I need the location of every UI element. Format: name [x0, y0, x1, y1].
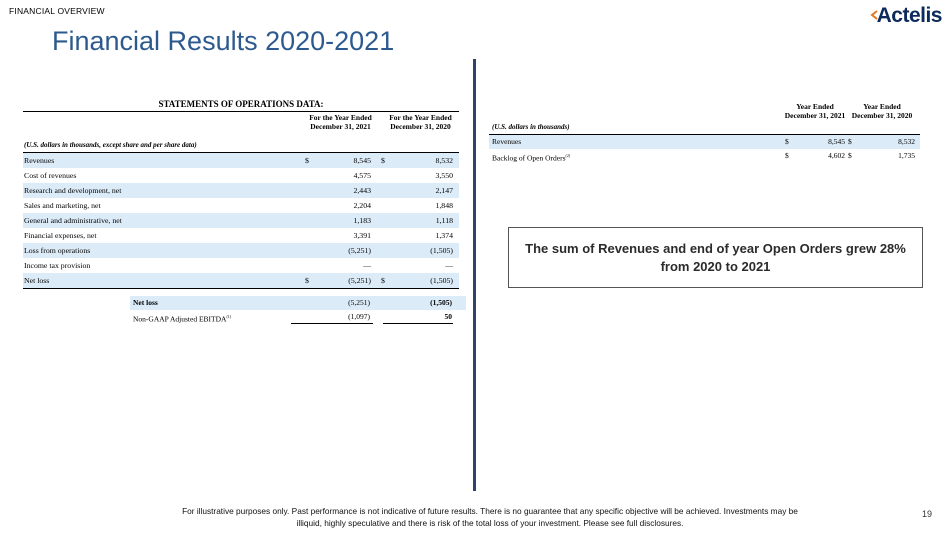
- table-row: [489, 135, 920, 149]
- value-2020: (1,505): [430, 246, 453, 255]
- value-2021: 8,545: [828, 137, 845, 146]
- table-row: [23, 258, 459, 273]
- value-2020: 8,532: [898, 137, 915, 146]
- column-header-2021: Year Ended December 31, 2021: [784, 102, 846, 120]
- row-label: Income tax provision: [24, 261, 91, 270]
- row-label: Loss from operations: [24, 246, 91, 255]
- growth-callout: The sum of Revenues and end of year Open Orders grew 28% from 2020 to 2021: [508, 227, 923, 288]
- value-2020: 2,147: [435, 186, 453, 195]
- value-2020: 8,532: [435, 156, 453, 165]
- row-label: Net loss: [133, 298, 158, 307]
- dollar-sign: $: [848, 137, 852, 146]
- table-row: [23, 168, 459, 183]
- value-2020: 50: [444, 312, 452, 321]
- value-2021: 2,204: [353, 201, 371, 210]
- table-row: [130, 310, 466, 324]
- company-logo: [877, 1, 942, 31]
- value-2020: 1,374: [435, 231, 453, 240]
- operations-table-title: STATEMENTS OF OPERATIONS DATA:: [158, 99, 324, 109]
- operations-table-body: [23, 153, 459, 289]
- underline-2020: [383, 323, 453, 324]
- dollar-sign: $: [785, 137, 789, 146]
- row-label: Financial expenses, net: [24, 231, 97, 240]
- value-2020: —: [445, 261, 453, 270]
- dollar-sign: $: [785, 151, 789, 160]
- table-row: [23, 183, 459, 198]
- row-label: Backlog of Open Orders$^{(2)}$: [492, 153, 571, 163]
- dollar-sign: $: [381, 156, 385, 165]
- value-2021: —: [363, 261, 371, 270]
- page-number: 19: [921, 509, 932, 519]
- column-header-2020: Year Ended December 31, 2020: [851, 102, 913, 120]
- underline-2021: [291, 323, 373, 324]
- row-label: Revenues: [24, 156, 55, 165]
- value-2021: 3,391: [353, 231, 371, 240]
- ebitda-table: [130, 296, 466, 324]
- dollar-sign: $: [381, 276, 385, 285]
- value-2021: 8,545: [353, 156, 371, 165]
- row-label: Sales and marketing, net: [24, 201, 101, 210]
- row-label: Research and development, net: [24, 186, 122, 195]
- value-2021: (5,251): [348, 246, 371, 255]
- row-label: Net loss: [24, 276, 50, 285]
- table-row: [130, 296, 466, 310]
- row-label: Cost of revenues: [24, 171, 77, 180]
- table-row: [23, 153, 459, 168]
- vertical-divider: [473, 59, 476, 491]
- value-2021: 1,183: [353, 216, 371, 225]
- logo-mark-icon: [870, 10, 878, 20]
- value-2020: (1,505): [430, 276, 453, 285]
- footer-disclaimer: For illustrative purposes only. Past performance is not indicative of future results. There is no guarantee that any specific objective will be achieved. Investments may be illiquid, highly speculative and there is risk of the total loss of your investment. Please see full disclosures.: [182, 506, 798, 528]
- row-label: General and administrative, net: [24, 216, 122, 225]
- value-2021: 2,443: [353, 186, 371, 195]
- orders-table-header: [489, 103, 920, 135]
- table-row: [23, 198, 459, 213]
- row-label: Non-GAAP Adjusted EBITDA$^{(1)}$: [133, 314, 232, 324]
- orders-table-caption: (U.S. dollars in thousands): [492, 123, 570, 131]
- column-header-2021: For the Year Ended December 31, 2021: [309, 113, 372, 131]
- table-row: [23, 273, 459, 289]
- value-2021: 4,575: [353, 171, 371, 180]
- value-2020: (1,505): [430, 298, 452, 307]
- table-row: [23, 213, 459, 228]
- value-2021: (1,097): [348, 312, 370, 321]
- section-label: FINANCIAL OVERVIEW: [9, 6, 105, 16]
- operations-table-header: [23, 112, 459, 153]
- operations-table: [23, 99, 459, 289]
- page-title: Financial Results 2020-2021: [52, 26, 395, 56]
- dollar-sign: $: [848, 151, 852, 160]
- dollar-sign: $: [305, 156, 309, 165]
- dollar-sign: $: [305, 276, 309, 285]
- table-row: [489, 149, 920, 163]
- value-2020: 1,848: [435, 201, 453, 210]
- orders-table: [489, 103, 920, 163]
- value-2020: 3,550: [435, 171, 453, 180]
- logo-text: Actelis: [876, 4, 942, 27]
- operations-table-caption: (U.S. dollars in thousands, except share and per share data): [24, 141, 197, 149]
- value-2021: (5,251): [348, 276, 371, 285]
- value-2020: 1,735: [898, 151, 915, 160]
- table-row: [23, 228, 459, 243]
- row-label: Revenues: [492, 137, 522, 146]
- value-2021: (5,251): [348, 298, 370, 307]
- value-2020: 1,118: [435, 216, 453, 225]
- table-row: [23, 243, 459, 258]
- value-2021: 4,602: [828, 151, 845, 160]
- column-header-2020: For the Year Ended December 31, 2020: [389, 113, 452, 131]
